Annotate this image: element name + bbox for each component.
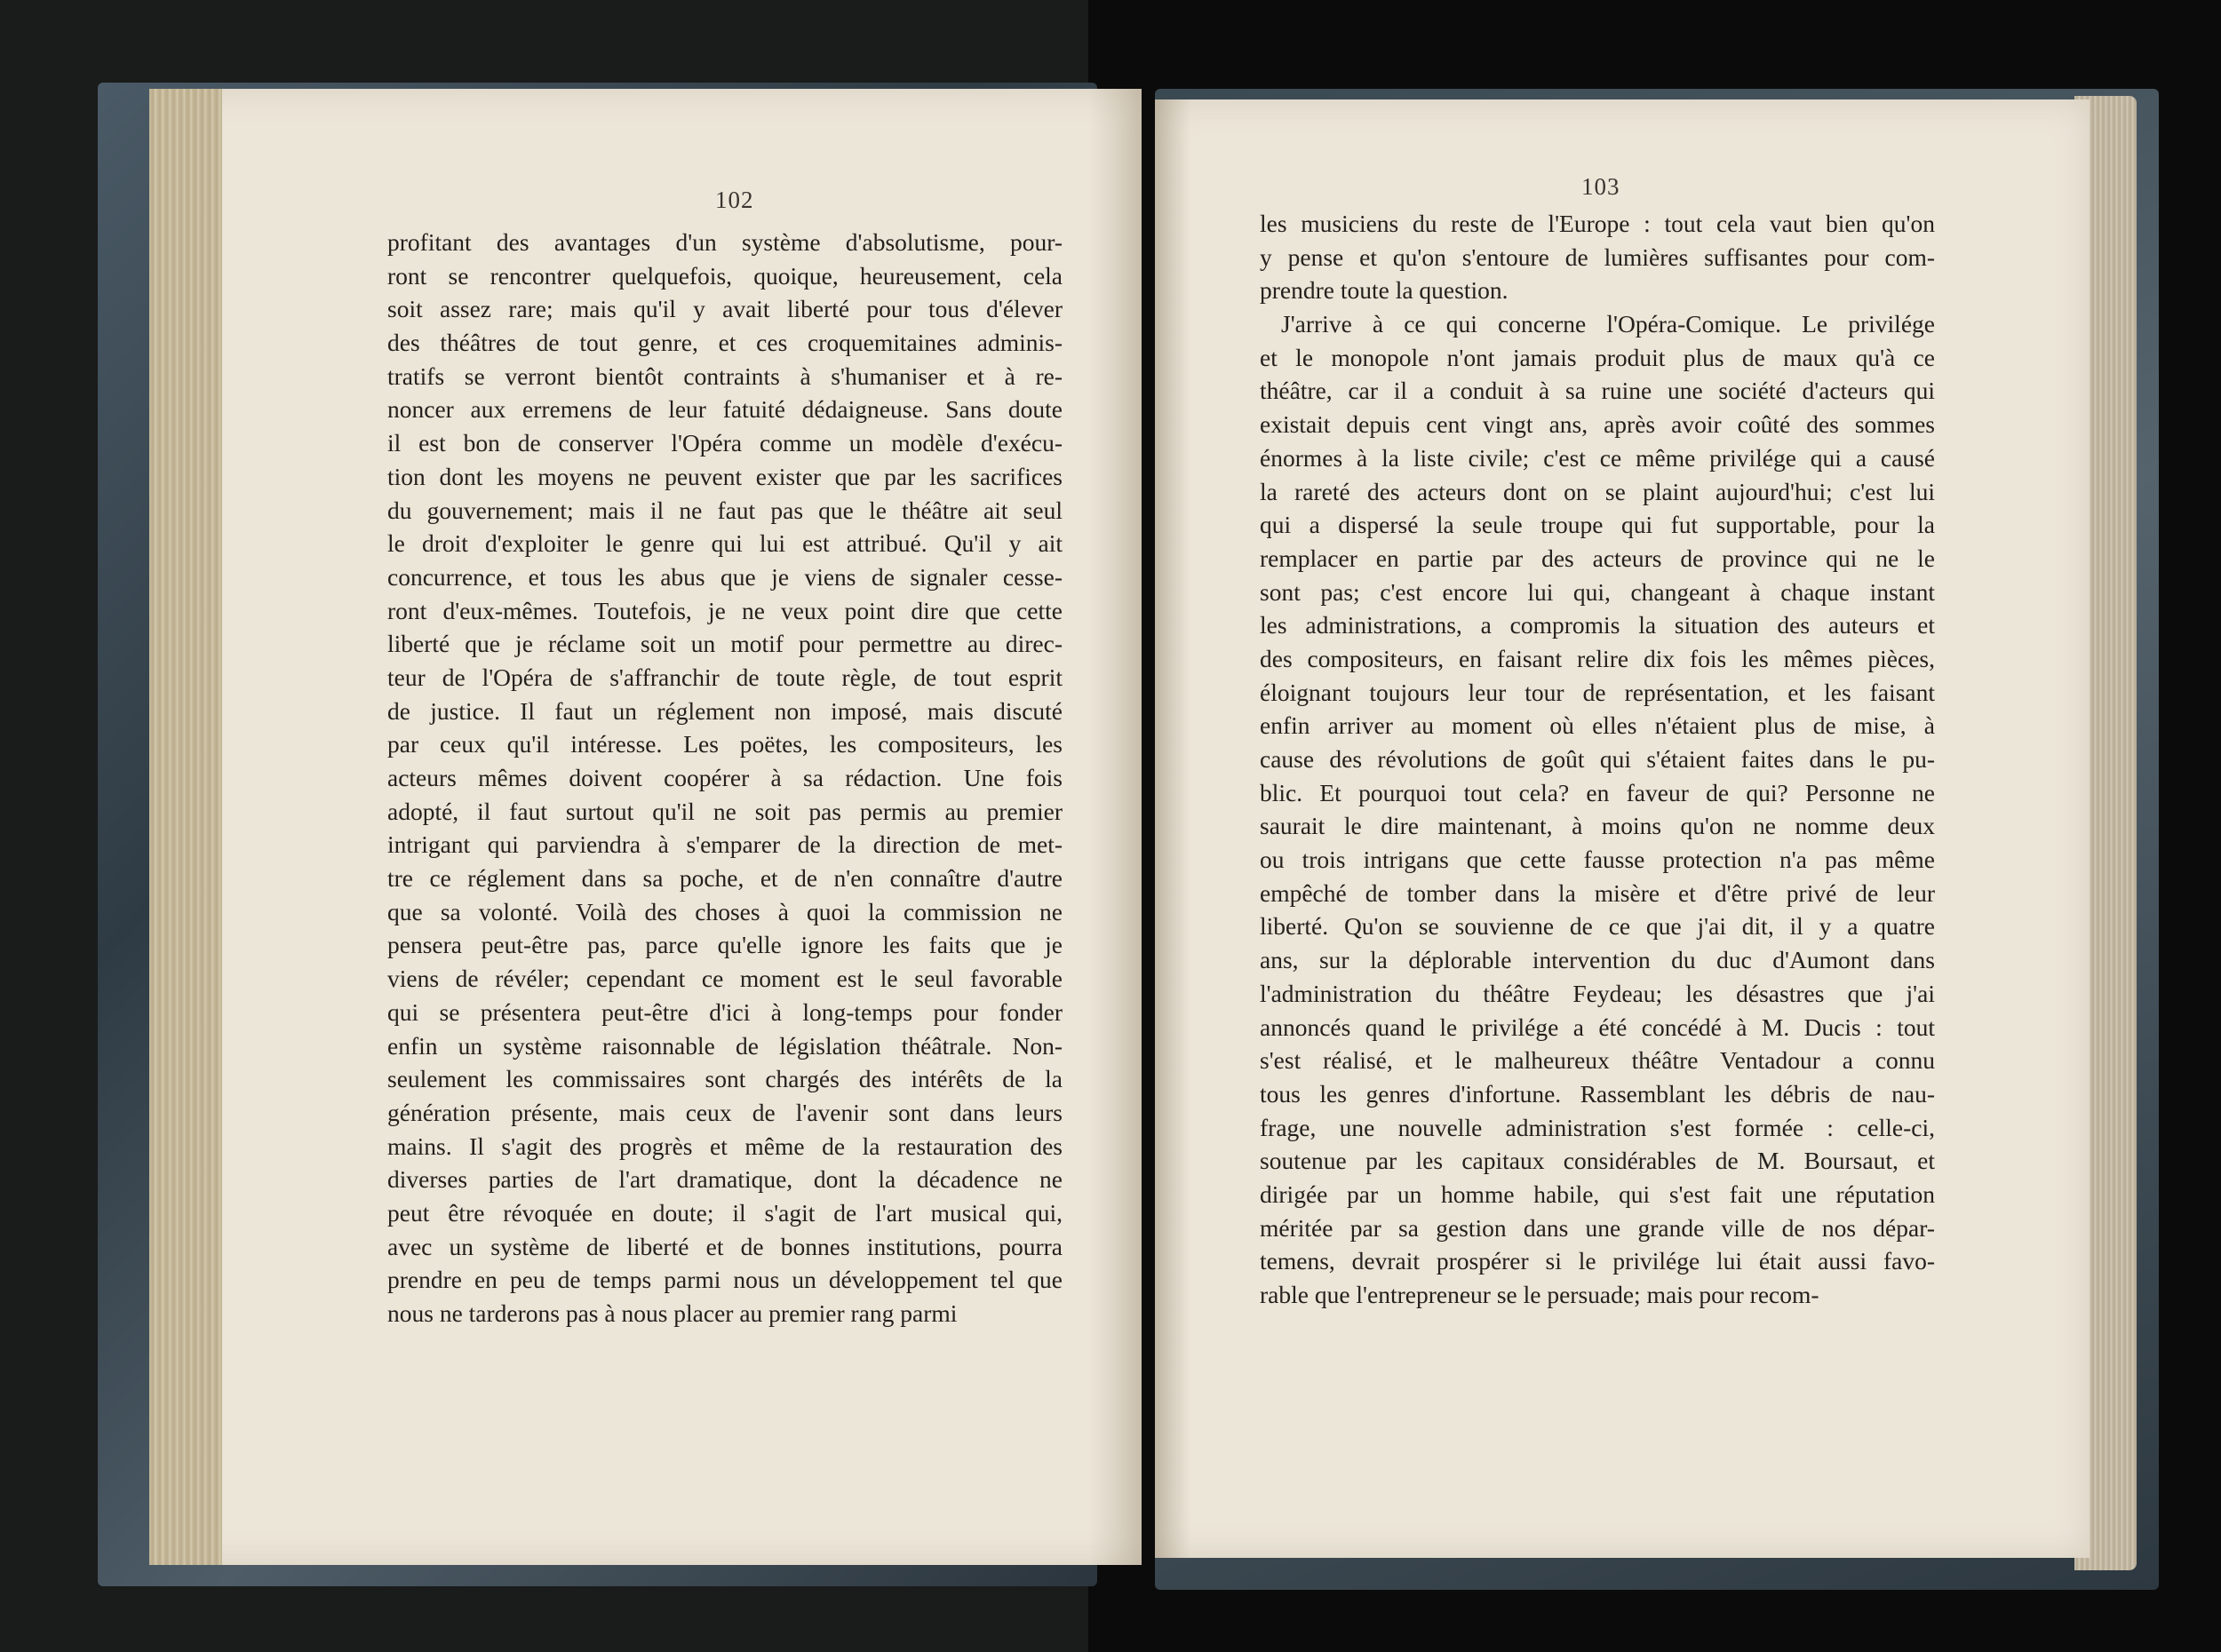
text-line: tous les genres d'infortune. Rassemblant les débris de nau- xyxy=(1260,1079,1935,1108)
text-line: des théâtres de tout genre, et ces croquemitaines adminis- xyxy=(387,329,1063,357)
text-line: peut être révoquée en doute; il s'agit de l'art musical qui, xyxy=(387,1198,1063,1227)
text-line: théâtre, car il a conduit à sa ruine une société d'acteurs qui xyxy=(1260,377,1935,405)
text-line: concurrence, et tous les abus que je viens de signaler cesse- xyxy=(387,562,1063,591)
text-line: intrigant qui parviendra à s'emparer de la direction de met- xyxy=(387,830,1063,859)
text-line: frage, une nouvelle administration s'est formée : celle-ci, xyxy=(1260,1113,1935,1141)
text-line: temens, devrait prospérer si le privilége lui était aussi favo- xyxy=(1260,1247,1935,1275)
text-line: ans, sur la déplorable intervention du duc d'Aumont dans xyxy=(1260,946,1935,974)
text-line: énormes à la liste civile; c'est ce même privilége qui a causé xyxy=(1260,443,1935,472)
text-line: enfin arriver au moment où elles n'étaient plus de mise, à xyxy=(1260,711,1935,740)
text-line: il est bon de conserver l'Opéra comme un modèle d'exécu- xyxy=(387,429,1063,457)
text-line: tre ce réglement dans sa poche, et de n'en connaître d'autre xyxy=(387,864,1063,893)
text-line: éloignant toujours leur tour de représentation, et les faisant xyxy=(1260,678,1935,706)
text-line: diverses parties de l'art dramatique, dont la décadence ne xyxy=(387,1165,1063,1194)
text-line: l'administration du théâtre Feydeau; les désastres que j'ai xyxy=(1260,979,1935,1007)
text-line: remplacer en partie par des acteurs de province qui ne le xyxy=(1260,544,1935,572)
gutter-shadow-left xyxy=(1088,89,1142,1565)
text-line: liberté que je réclame soit un motif pour permettre au direc- xyxy=(387,630,1063,658)
text-line: nous ne tarderons pas à nous placer au premier rang parmi xyxy=(387,1299,958,1327)
right-page-text xyxy=(1260,207,1935,1312)
text-line: J'arrive à ce qui concerne l'Opéra-Comique. Le privilége xyxy=(1281,310,1935,338)
text-line: de justice. Il faut un réglement non imposé, mais discuté xyxy=(387,696,1063,725)
text-line: acteurs mêmes doivent coopérer à sa rédaction. Une fois xyxy=(387,764,1063,791)
text-line: qui a dispersé la seule troupe qui fut supportable, pour la xyxy=(1260,511,1935,539)
text-line: teur de l'Opéra de s'affranchir de toute règle, de tout esprit xyxy=(387,663,1063,691)
text-line: les administrations, a compromis la situation des auteurs et xyxy=(1260,611,1935,639)
text-line: et le monopole n'ont jamais produit plus de maux qu'à ce xyxy=(1260,343,1935,371)
page-number-left: 102 xyxy=(715,187,754,213)
text-line: du gouvernement; mais il ne faut pas que le théâtre ait seul xyxy=(387,496,1063,524)
left-page-text xyxy=(387,226,1063,1330)
text-line: dirigée par un homme habile, qui s'est fait une réputation xyxy=(1260,1179,1935,1208)
text-line: cause des révolutions de goût qui s'étaient faites dans le pu- xyxy=(1260,745,1935,773)
text-line: génération présente, mais ceux de l'avenir sont dans leurs xyxy=(387,1098,1063,1126)
text-line: la rareté des acteurs dont on se plaint aujourd'hui; c'est lui xyxy=(1260,477,1935,505)
text-line: liberté. Qu'on se souvienne de ce que j'ai dit, il y a quatre xyxy=(1260,912,1935,941)
text-line: que sa volonté. Voilà des choses à quoi la commission ne xyxy=(387,897,1063,925)
text-line: soit assez rare; mais qu'il y avait liberté pour tous d'élever xyxy=(387,295,1063,323)
left-page-edges xyxy=(149,89,222,1565)
text-line: les musiciens du reste de l'Europe : tout cela vaut bien qu'on xyxy=(1260,210,1935,237)
text-line: noncer aux erremens de leur fatuité dédaigneuse. Sans doute xyxy=(387,395,1063,424)
text-line: rable que l'entrepreneur se le persuade; mais pour recom- xyxy=(1260,1281,1819,1308)
text-line: ront se rencontrer quelquefois, quoique, heureusement, cela xyxy=(387,261,1063,290)
text-line: sont pas; c'est encore lui qui, changeant à chaque instant xyxy=(1260,577,1935,606)
text-line: ou trois intrigans que cette fausse protection n'a pas même xyxy=(1260,846,1935,874)
text-line: soutenue par les capitaux considérables de M. Boursaut, et xyxy=(1260,1147,1935,1175)
text-line: par ceux qu'il intéresse. Les poëtes, les compositeurs, les xyxy=(387,730,1063,758)
text-line: existait depuis cent vingt ans, après avoir coûté des sommes xyxy=(1260,410,1935,439)
text-line: empêché de tomber dans la misère et d'être privé de leur xyxy=(1260,878,1935,907)
text-line: profitant des avantages d'un système d'absolutisme, pour- xyxy=(387,228,1063,256)
text-line: adopté, il faut surtout qu'il ne soit pas permis au premier xyxy=(387,797,1063,825)
text-line: des compositeurs, en faisant relire dix fois les mêmes pièces, xyxy=(1260,644,1935,672)
text-line: méritée par sa gestion dans une grande ville de nos dépar- xyxy=(1260,1213,1935,1242)
text-line: tratifs se verront bientôt contraints à s'humaniser et à re- xyxy=(387,361,1063,390)
text-line: seulement les commissaires sont chargés des intérêts de la xyxy=(387,1065,1063,1093)
text-line: le droit d'exploiter le genre qui lui est attribué. Qu'il y ait xyxy=(387,529,1063,558)
text-line: prendre toute la question. xyxy=(1260,276,1509,305)
text-line: avec un système de liberté et de bonnes institutions, pourra xyxy=(387,1232,1063,1260)
text-line: pensera peut-être pas, parce qu'elle ignore les faits que je xyxy=(387,931,1063,959)
text-line: qui se présentera peut-être d'ici à long-temps pour fonder xyxy=(387,997,1063,1026)
gutter-shadow-right xyxy=(1155,99,1190,1558)
text-line: blic. Et pourquoi tout cela? en faveur de qui? Personne ne xyxy=(1260,778,1935,806)
page-number-right: 103 xyxy=(1581,173,1620,200)
text-line: enfin un système raisonnable de législation théâtrale. Non- xyxy=(387,1031,1063,1060)
text-line: saurait le dire maintenant, à moins qu'on ne nomme deux xyxy=(1260,812,1935,840)
text-line: viens de révéler; cependant ce moment est le seul favorable xyxy=(387,965,1063,993)
text-line: y pense et qu'on s'entoure de lumières suffisantes pour com- xyxy=(1260,242,1935,271)
text-line: mains. Il s'agit des progrès et même de la restauration des xyxy=(387,1132,1063,1160)
text-line: prendre en peu de temps parmi nous un développement tel que xyxy=(387,1266,1063,1294)
text-line: ront d'eux-mêmes. Toutefois, je ne veux point dire que cette xyxy=(387,596,1063,624)
text-line: s'est réalisé, et le malheureux théâtre Ventadour a connu xyxy=(1260,1046,1935,1075)
text-line: tion dont les moyens ne peuvent exister que par les sacrifices xyxy=(387,462,1063,490)
text-line: annoncés quand le privilége a été concédé à M. Ducis : tout xyxy=(1260,1013,1935,1041)
